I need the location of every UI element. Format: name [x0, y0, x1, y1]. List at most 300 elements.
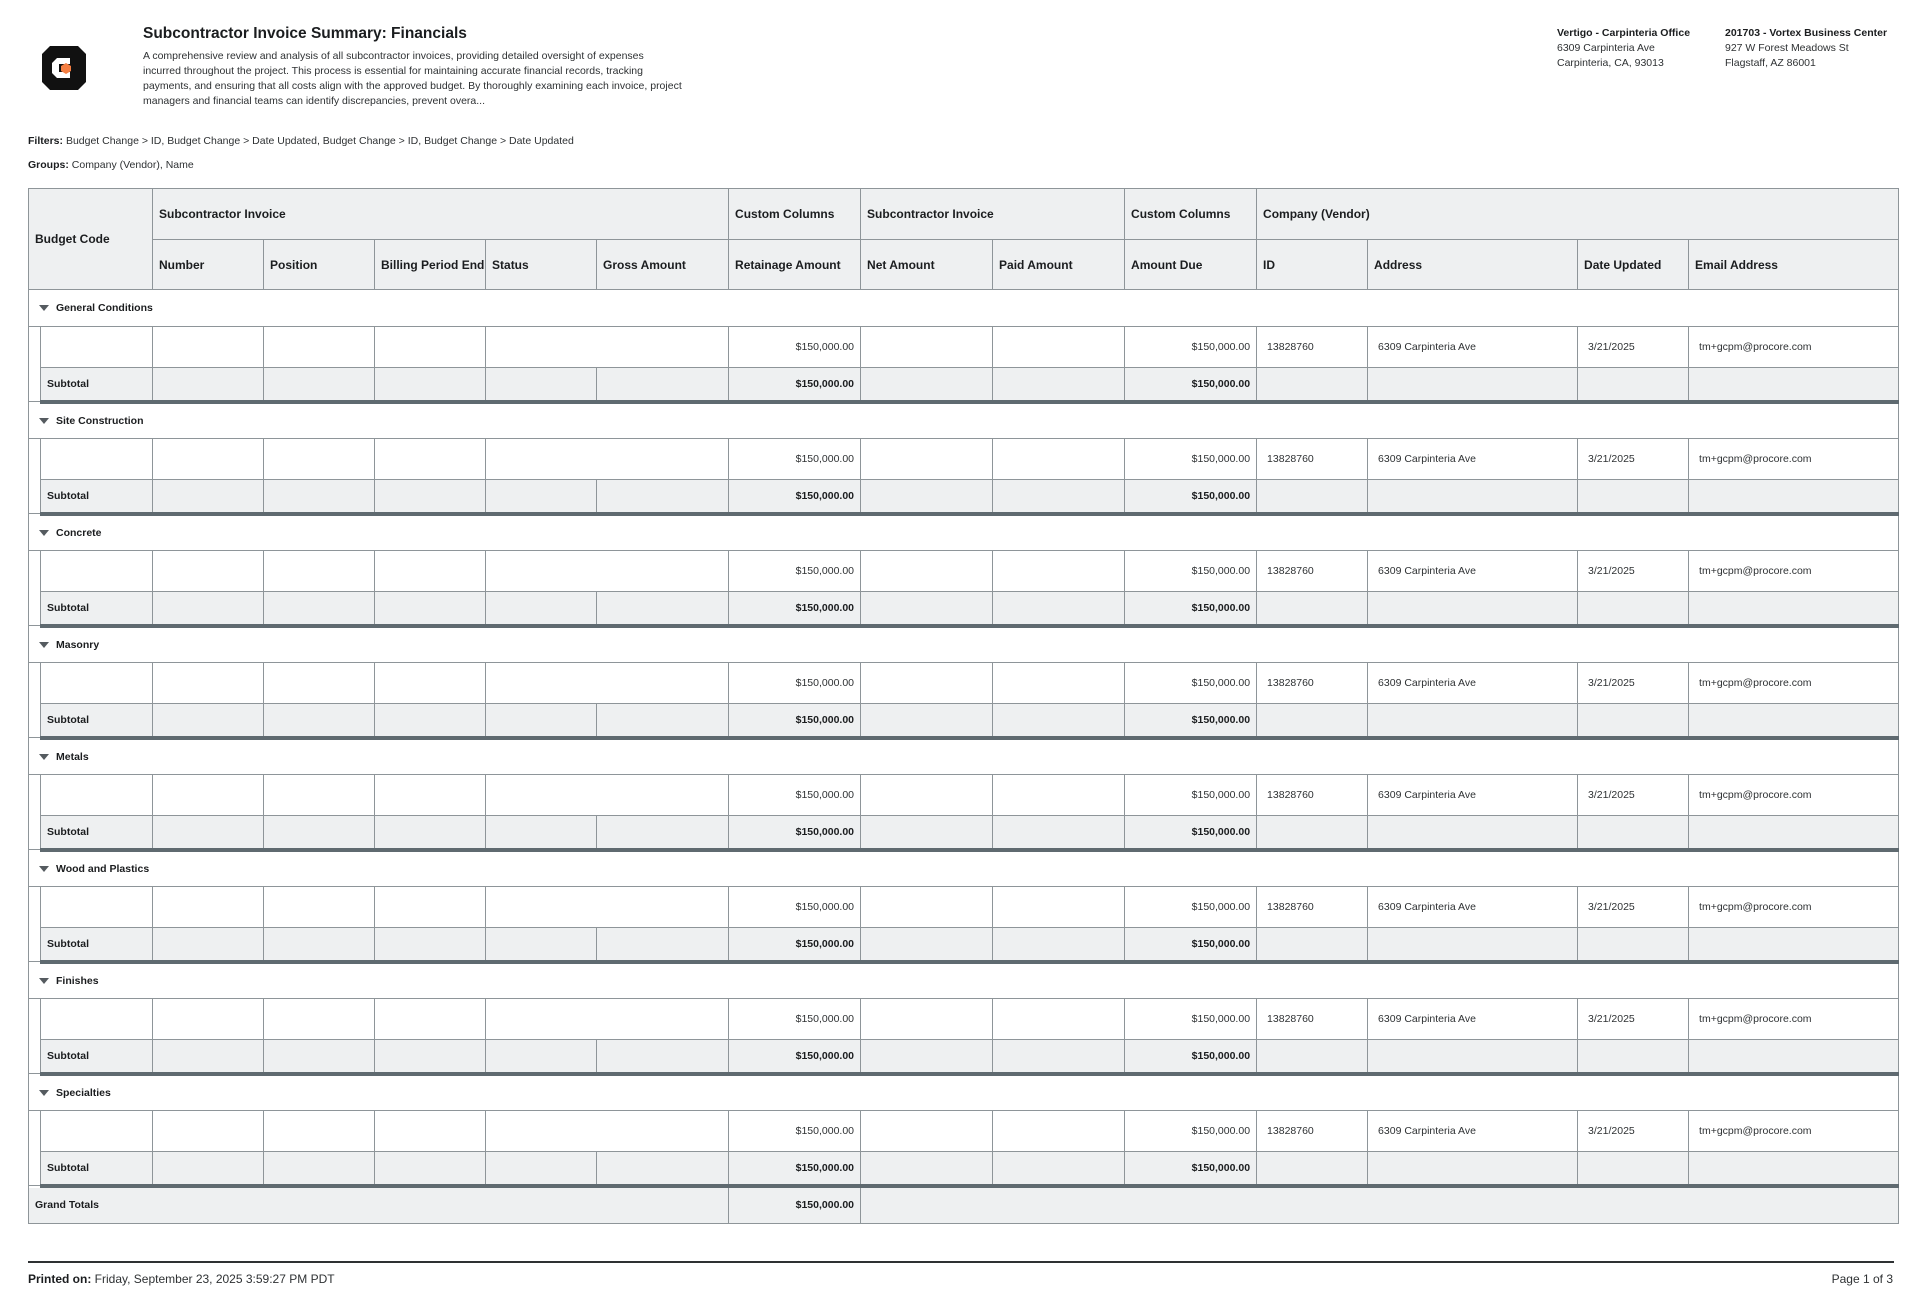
- cell-net-amount: [861, 1111, 993, 1152]
- printed-label: Printed on:: [28, 1272, 92, 1286]
- table-row: [29, 1111, 1899, 1152]
- group-header[interactable]: [29, 1074, 1899, 1111]
- cell-paid-amount: [993, 887, 1125, 928]
- cell-budget-code: [41, 887, 153, 928]
- chevron-down-icon[interactable]: [39, 754, 49, 760]
- group-name: Masonry: [56, 638, 100, 651]
- cell-net-amount: [861, 327, 993, 368]
- subtotal-label: Subtotal: [41, 928, 153, 962]
- cell-budget-code: [41, 999, 153, 1040]
- subtotal-status: [486, 592, 597, 626]
- cell-net-amount: [861, 887, 993, 928]
- table-row: [29, 775, 1899, 816]
- cell-billing-period-end: [375, 1111, 486, 1152]
- column-header-position: Position: [264, 240, 375, 290]
- header-subcontractor-invoice-2: Subcontractor Invoice: [861, 189, 1125, 240]
- subtotal-status: [486, 1152, 597, 1186]
- cell-address: 6309 Carpinteria Ave: [1368, 327, 1578, 368]
- cell-date-updated: 3/21/2025: [1578, 999, 1689, 1040]
- cell-budget-code: [41, 327, 153, 368]
- chevron-down-icon[interactable]: [39, 642, 49, 648]
- subtotal-paid-amount: [993, 480, 1125, 514]
- cell-id: 13828760: [1257, 327, 1368, 368]
- subtotal-net-amount: [861, 704, 993, 738]
- subtotal-amount-due: $150,000.00: [1125, 592, 1257, 626]
- group-header-row[interactable]: [29, 290, 1899, 327]
- chevron-down-icon[interactable]: [39, 866, 49, 872]
- subtotal-row: [29, 816, 1899, 850]
- group-name: Site Construction: [56, 414, 144, 427]
- subtotal-paid-amount: [993, 1152, 1125, 1186]
- header-budget-code: Budget Code: [29, 189, 153, 290]
- cell-id: 13828760: [1257, 551, 1368, 592]
- cell-position: [264, 775, 375, 816]
- cell-paid-amount: [993, 551, 1125, 592]
- procore-logo-icon: [40, 44, 88, 92]
- cell-number: [153, 439, 264, 480]
- subtotal-address: [1368, 592, 1578, 626]
- cell-billing-period-end: [375, 999, 486, 1040]
- group-header[interactable]: [29, 850, 1899, 887]
- cell-budget-code: [41, 551, 153, 592]
- subtotal-number: [153, 1152, 264, 1186]
- subtotal-email-address: [1689, 480, 1899, 514]
- subtotal-label: Subtotal: [41, 368, 153, 402]
- subtotal-date-updated: [1578, 1040, 1689, 1074]
- header-subcontractor-invoice: Subcontractor Invoice: [153, 189, 729, 240]
- cell-email-address: tm+gcpm@procore.com: [1689, 439, 1899, 480]
- subtotal-status: [486, 928, 597, 962]
- subtotal-retainage-amount: $150,000.00: [729, 704, 861, 738]
- cell-status-gross: [486, 1111, 729, 1152]
- subtotal-id: [1257, 1152, 1368, 1186]
- subtotal-position: [264, 592, 375, 626]
- subtotal-address: [1368, 480, 1578, 514]
- subtotal-retainage-amount: $150,000.00: [729, 1152, 861, 1186]
- subtotal-net-amount: [861, 480, 993, 514]
- subtotal-number: [153, 480, 264, 514]
- subtotal-net-amount: [861, 1152, 993, 1186]
- subtotal-date-updated: [1578, 480, 1689, 514]
- subtotal-gross-amount: [597, 368, 729, 402]
- cell-paid-amount: [993, 999, 1125, 1040]
- cell-position: [264, 887, 375, 928]
- table-row: [29, 887, 1899, 928]
- subtotal-number: [153, 1040, 264, 1074]
- cell-email-address: tm+gcpm@procore.com: [1689, 887, 1899, 928]
- cell-retainage-amount: $150,000.00: [729, 551, 861, 592]
- subtotal-address: [1368, 928, 1578, 962]
- cell-position: [264, 999, 375, 1040]
- cell-budget-code: [41, 663, 153, 704]
- subtotal-retainage-amount: $150,000.00: [729, 592, 861, 626]
- cell-amount-due: $150,000.00: [1125, 663, 1257, 704]
- subtotal-id: [1257, 704, 1368, 738]
- column-header-email-address: Email Address: [1689, 240, 1899, 290]
- cell-id: 13828760: [1257, 663, 1368, 704]
- cell-billing-period-end: [375, 775, 486, 816]
- cell-amount-due: $150,000.00: [1125, 327, 1257, 368]
- subtotal-row: [29, 1040, 1899, 1074]
- cell-id: 13828760: [1257, 999, 1368, 1040]
- subtotal-number: [153, 592, 264, 626]
- printed-value: Friday, September 23, 2025 3:59:27 PM PDT: [94, 1272, 335, 1286]
- column-header-net-amount: Net Amount: [861, 240, 993, 290]
- groups-value: Company (Vendor), Name: [71, 159, 194, 171]
- group-indent: [29, 1111, 41, 1186]
- subtotal-gross-amount: [597, 816, 729, 850]
- subtotal-position: [264, 928, 375, 962]
- cell-status-gross: [486, 999, 729, 1040]
- subtotal-retainage-amount: $150,000.00: [729, 480, 861, 514]
- subtotal-email-address: [1689, 816, 1899, 850]
- subtotal-row: [29, 928, 1899, 962]
- subtotal-status: [486, 480, 597, 514]
- subtotal-billing-period-end: [375, 928, 486, 962]
- group-header-row[interactable]: [29, 626, 1899, 663]
- subtotal-gross-amount: [597, 592, 729, 626]
- subtotal-row: [29, 704, 1899, 738]
- subtotal-number: [153, 816, 264, 850]
- office-address: [1557, 26, 1690, 71]
- subtotal-paid-amount: [993, 368, 1125, 402]
- subtotal-amount-due: $150,000.00: [1125, 480, 1257, 514]
- cell-amount-due: $150,000.00: [1125, 887, 1257, 928]
- grand-totals-retainage: $150,000.00: [729, 1186, 861, 1224]
- subtotal-billing-period-end: [375, 816, 486, 850]
- group-indent: [29, 551, 41, 626]
- subtotal-label: Subtotal: [41, 1152, 153, 1186]
- subtotal-row: [29, 368, 1899, 402]
- cell-amount-due: $150,000.00: [1125, 1111, 1257, 1152]
- office-line2: Carpinteria, CA, 93013: [1557, 57, 1664, 69]
- subtotal-billing-period-end: [375, 480, 486, 514]
- cell-address: 6309 Carpinteria Ave: [1368, 551, 1578, 592]
- group-header[interactable]: [29, 962, 1899, 999]
- subtotal-paid-amount: [993, 928, 1125, 962]
- subtotal-amount-due: $150,000.00: [1125, 704, 1257, 738]
- group-indent: [29, 887, 41, 962]
- group-header-row[interactable]: [29, 850, 1899, 887]
- table-row: [29, 999, 1899, 1040]
- subtotal-billing-period-end: [375, 704, 486, 738]
- subtotal-billing-period-end: [375, 592, 486, 626]
- subtotal-address: [1368, 1152, 1578, 1186]
- subtotal-gross-amount: [597, 928, 729, 962]
- cell-paid-amount: [993, 327, 1125, 368]
- column-header-paid-amount: Paid Amount: [993, 240, 1125, 290]
- title-block: [143, 25, 683, 109]
- cell-date-updated: 3/21/2025: [1578, 1111, 1689, 1152]
- group-header-row[interactable]: [29, 402, 1899, 439]
- cell-retainage-amount: $150,000.00: [729, 1111, 861, 1152]
- subtotal-email-address: [1689, 592, 1899, 626]
- column-header-id: ID: [1257, 240, 1368, 290]
- subtotal-id: [1257, 816, 1368, 850]
- subtotal-position: [264, 816, 375, 850]
- column-header-gross-amount: Gross Amount: [597, 240, 729, 290]
- cell-retainage-amount: $150,000.00: [729, 439, 861, 480]
- filters-line: [28, 135, 574, 147]
- subtotal-label: Subtotal: [41, 480, 153, 514]
- cell-budget-code: [41, 1111, 153, 1152]
- subtotal-id: [1257, 928, 1368, 962]
- subtotal-amount-due: $150,000.00: [1125, 816, 1257, 850]
- cell-net-amount: [861, 999, 993, 1040]
- cell-retainage-amount: $150,000.00: [729, 775, 861, 816]
- subtotal-row: [29, 480, 1899, 514]
- subtotal-billing-period-end: [375, 1040, 486, 1074]
- project-address: [1725, 26, 1887, 71]
- cell-email-address: tm+gcpm@procore.com: [1689, 775, 1899, 816]
- cell-number: [153, 999, 264, 1040]
- grand-totals-row: [29, 1186, 1899, 1224]
- subtotal-label: Subtotal: [41, 1040, 153, 1074]
- chevron-down-icon[interactable]: [39, 305, 49, 311]
- subtotal-retainage-amount: $150,000.00: [729, 368, 861, 402]
- subtotal-date-updated: [1578, 704, 1689, 738]
- cell-address: 6309 Carpinteria Ave: [1368, 887, 1578, 928]
- subtotal-id: [1257, 480, 1368, 514]
- subtotal-date-updated: [1578, 1152, 1689, 1186]
- group-header[interactable]: [29, 626, 1899, 663]
- subtotal-date-updated: [1578, 368, 1689, 402]
- group-indent: [29, 663, 41, 738]
- footer-divider: [28, 1261, 1894, 1263]
- cell-net-amount: [861, 663, 993, 704]
- cell-number: [153, 775, 264, 816]
- subtotal-position: [264, 1040, 375, 1074]
- cell-number: [153, 1111, 264, 1152]
- table-body: [29, 290, 1899, 1186]
- group-header-row[interactable]: [29, 514, 1899, 551]
- group-header[interactable]: [29, 290, 1899, 327]
- cell-status-gross: [486, 663, 729, 704]
- subtotal-amount-due: $150,000.00: [1125, 368, 1257, 402]
- subtotal-address: [1368, 704, 1578, 738]
- subtotal-date-updated: [1578, 928, 1689, 962]
- subtotal-label: Subtotal: [41, 592, 153, 626]
- group-indent: [29, 327, 41, 402]
- subtotal-paid-amount: [993, 816, 1125, 850]
- table-row: [29, 327, 1899, 368]
- office-name: Vertigo - Carpinteria Office: [1557, 27, 1691, 39]
- cell-paid-amount: [993, 775, 1125, 816]
- cell-paid-amount: [993, 439, 1125, 480]
- cell-billing-period-end: [375, 439, 486, 480]
- subtotal-label: Subtotal: [41, 704, 153, 738]
- cell-amount-due: $150,000.00: [1125, 551, 1257, 592]
- subtotal-net-amount: [861, 368, 993, 402]
- invoice-summary-table: [28, 188, 1899, 1224]
- cell-address: 6309 Carpinteria Ave: [1368, 999, 1578, 1040]
- subtotal-position: [264, 1152, 375, 1186]
- report-description: A comprehensive review and analysis of all subcontractor invoices, providing detailed oversight of expenses incurred throughout the project. This process is essential for maintaining accurate financial records, tracking payments, and ensuring that all costs align with the approved budget. By thoroughly examining each invoice, project managers and financial teams can identify discrepancies, prevent overa...: [143, 50, 682, 107]
- subtotal-id: [1257, 1040, 1368, 1074]
- cell-address: 6309 Carpinteria Ave: [1368, 775, 1578, 816]
- group-name: Specialties: [56, 1086, 111, 1099]
- subtotal-gross-amount: [597, 1152, 729, 1186]
- cell-position: [264, 439, 375, 480]
- group-name: Wood and Plastics: [56, 862, 150, 875]
- subtotal-position: [264, 704, 375, 738]
- subtotal-gross-amount: [597, 704, 729, 738]
- groups-line: [28, 159, 194, 171]
- subtotal-status: [486, 368, 597, 402]
- group-header[interactable]: [29, 738, 1899, 775]
- subtotal-address: [1368, 816, 1578, 850]
- group-header-row[interactable]: [29, 962, 1899, 999]
- column-header-address: Address: [1368, 240, 1578, 290]
- subtotal-paid-amount: [993, 1040, 1125, 1074]
- subtotal-retainage-amount: $150,000.00: [729, 816, 861, 850]
- chevron-down-icon[interactable]: [39, 530, 49, 536]
- cell-paid-amount: [993, 663, 1125, 704]
- cell-net-amount: [861, 775, 993, 816]
- project-line1: 927 W Forest Meadows St: [1725, 42, 1849, 54]
- subtotal-retainage-amount: $150,000.00: [729, 928, 861, 962]
- cell-address: 6309 Carpinteria Ave: [1368, 1111, 1578, 1152]
- header-custom-columns: Custom Columns: [729, 189, 861, 240]
- cell-id: 13828760: [1257, 775, 1368, 816]
- cell-budget-code: [41, 775, 153, 816]
- cell-email-address: tm+gcpm@procore.com: [1689, 551, 1899, 592]
- cell-net-amount: [861, 551, 993, 592]
- chevron-down-icon[interactable]: [39, 978, 49, 984]
- subtotal-net-amount: [861, 592, 993, 626]
- project-line2: Flagstaff, AZ 86001: [1725, 57, 1816, 69]
- cell-number: [153, 327, 264, 368]
- column-header-billing-period-end: Billing Period End: [375, 240, 486, 290]
- subtotal-net-amount: [861, 928, 993, 962]
- group-name: Concrete: [56, 526, 102, 539]
- subtotal-gross-amount: [597, 1040, 729, 1074]
- group-name: General Conditions: [56, 302, 153, 314]
- column-header-number: Number: [153, 240, 264, 290]
- grand-totals-empty: [861, 1186, 1899, 1224]
- table-row: [29, 663, 1899, 704]
- cell-id: 13828760: [1257, 887, 1368, 928]
- cell-date-updated: 3/21/2025: [1578, 439, 1689, 480]
- subtotal-date-updated: [1578, 816, 1689, 850]
- cell-id: 13828760: [1257, 1111, 1368, 1152]
- subtotal-billing-period-end: [375, 368, 486, 402]
- cell-date-updated: 3/21/2025: [1578, 775, 1689, 816]
- cell-billing-period-end: [375, 887, 486, 928]
- subtotal-number: [153, 368, 264, 402]
- cell-net-amount: [861, 439, 993, 480]
- group-header-row[interactable]: [29, 738, 1899, 775]
- group-indent: [29, 999, 41, 1074]
- column-header-date-updated: Date Updated: [1578, 240, 1689, 290]
- group-name: Metals: [56, 750, 89, 763]
- cell-status-gross: [486, 887, 729, 928]
- group-indent: [29, 775, 41, 850]
- subtotal-address: [1368, 1040, 1578, 1074]
- office-line1: 6309 Carpinteria Ave: [1557, 42, 1655, 54]
- printed-on: [28, 1272, 335, 1286]
- cell-status-gross: [486, 775, 729, 816]
- cell-paid-amount: [993, 1111, 1125, 1152]
- group-header[interactable]: [29, 402, 1899, 439]
- cell-billing-period-end: [375, 551, 486, 592]
- subtotal-row: [29, 1152, 1899, 1186]
- subtotal-number: [153, 928, 264, 962]
- cell-position: [264, 327, 375, 368]
- cell-status-gross: [486, 551, 729, 592]
- chevron-down-icon[interactable]: [39, 1090, 49, 1096]
- subtotal-id: [1257, 592, 1368, 626]
- subtotal-retainage-amount: $150,000.00: [729, 1040, 861, 1074]
- subtotal-paid-amount: [993, 704, 1125, 738]
- cell-position: [264, 551, 375, 592]
- cell-email-address: tm+gcpm@procore.com: [1689, 999, 1899, 1040]
- chevron-down-icon[interactable]: [39, 418, 49, 424]
- subtotal-email-address: [1689, 928, 1899, 962]
- cell-address: 6309 Carpinteria Ave: [1368, 439, 1578, 480]
- column-header-amount-due: Amount Due: [1125, 240, 1257, 290]
- subtotal-position: [264, 480, 375, 514]
- cell-retainage-amount: $150,000.00: [729, 327, 861, 368]
- cell-billing-period-end: [375, 663, 486, 704]
- subtotal-amount-due: $150,000.00: [1125, 1152, 1257, 1186]
- subtotal-number: [153, 704, 264, 738]
- cell-email-address: tm+gcpm@procore.com: [1689, 327, 1899, 368]
- cell-amount-due: $150,000.00: [1125, 775, 1257, 816]
- filters-value: Budget Change > ID, Budget Change > Date Updated, Budget Change > ID, Budget Change > Date Updated: [65, 135, 574, 147]
- cell-billing-period-end: [375, 327, 486, 368]
- group-header-row[interactable]: [29, 1074, 1899, 1111]
- subtotal-amount-due: $150,000.00: [1125, 1040, 1257, 1074]
- subtotal-billing-period-end: [375, 1152, 486, 1186]
- subtotal-paid-amount: [993, 592, 1125, 626]
- column-header-status: Status: [486, 240, 597, 290]
- cell-number: [153, 663, 264, 704]
- groups-label: Groups:: [28, 159, 69, 171]
- project-name: 201703 - Vortex Business Center: [1725, 27, 1888, 39]
- subtotal-email-address: [1689, 1152, 1899, 1186]
- cell-budget-code: [41, 439, 153, 480]
- cell-date-updated: 3/21/2025: [1578, 663, 1689, 704]
- subtotal-email-address: [1689, 368, 1899, 402]
- cell-id: 13828760: [1257, 439, 1368, 480]
- grand-totals-label: Grand Totals: [29, 1186, 729, 1224]
- cell-amount-due: $150,000.00: [1125, 999, 1257, 1040]
- header-company-vendor: Company (Vendor): [1257, 189, 1899, 240]
- subtotal-row: [29, 592, 1899, 626]
- subtotal-status: [486, 704, 597, 738]
- subtotal-amount-due: $150,000.00: [1125, 928, 1257, 962]
- header-custom-columns-2: Custom Columns: [1125, 189, 1257, 240]
- cell-retainage-amount: $150,000.00: [729, 887, 861, 928]
- subtotal-net-amount: [861, 1040, 993, 1074]
- subtotal-id: [1257, 368, 1368, 402]
- cell-retainage-amount: $150,000.00: [729, 663, 861, 704]
- report-title: Subcontractor Invoice Summary: Financials: [143, 25, 467, 42]
- cell-date-updated: 3/21/2025: [1578, 551, 1689, 592]
- table-row: [29, 439, 1899, 480]
- subtotal-address: [1368, 368, 1578, 402]
- report-header: [0, 0, 1920, 171]
- subtotal-email-address: [1689, 704, 1899, 738]
- subtotal-status: [486, 1040, 597, 1074]
- subtotal-status: [486, 816, 597, 850]
- column-header-retainage-amount: Retainage Amount: [729, 240, 861, 290]
- table-row: [29, 551, 1899, 592]
- group-header[interactable]: [29, 514, 1899, 551]
- cell-position: [264, 663, 375, 704]
- subtotal-position: [264, 368, 375, 402]
